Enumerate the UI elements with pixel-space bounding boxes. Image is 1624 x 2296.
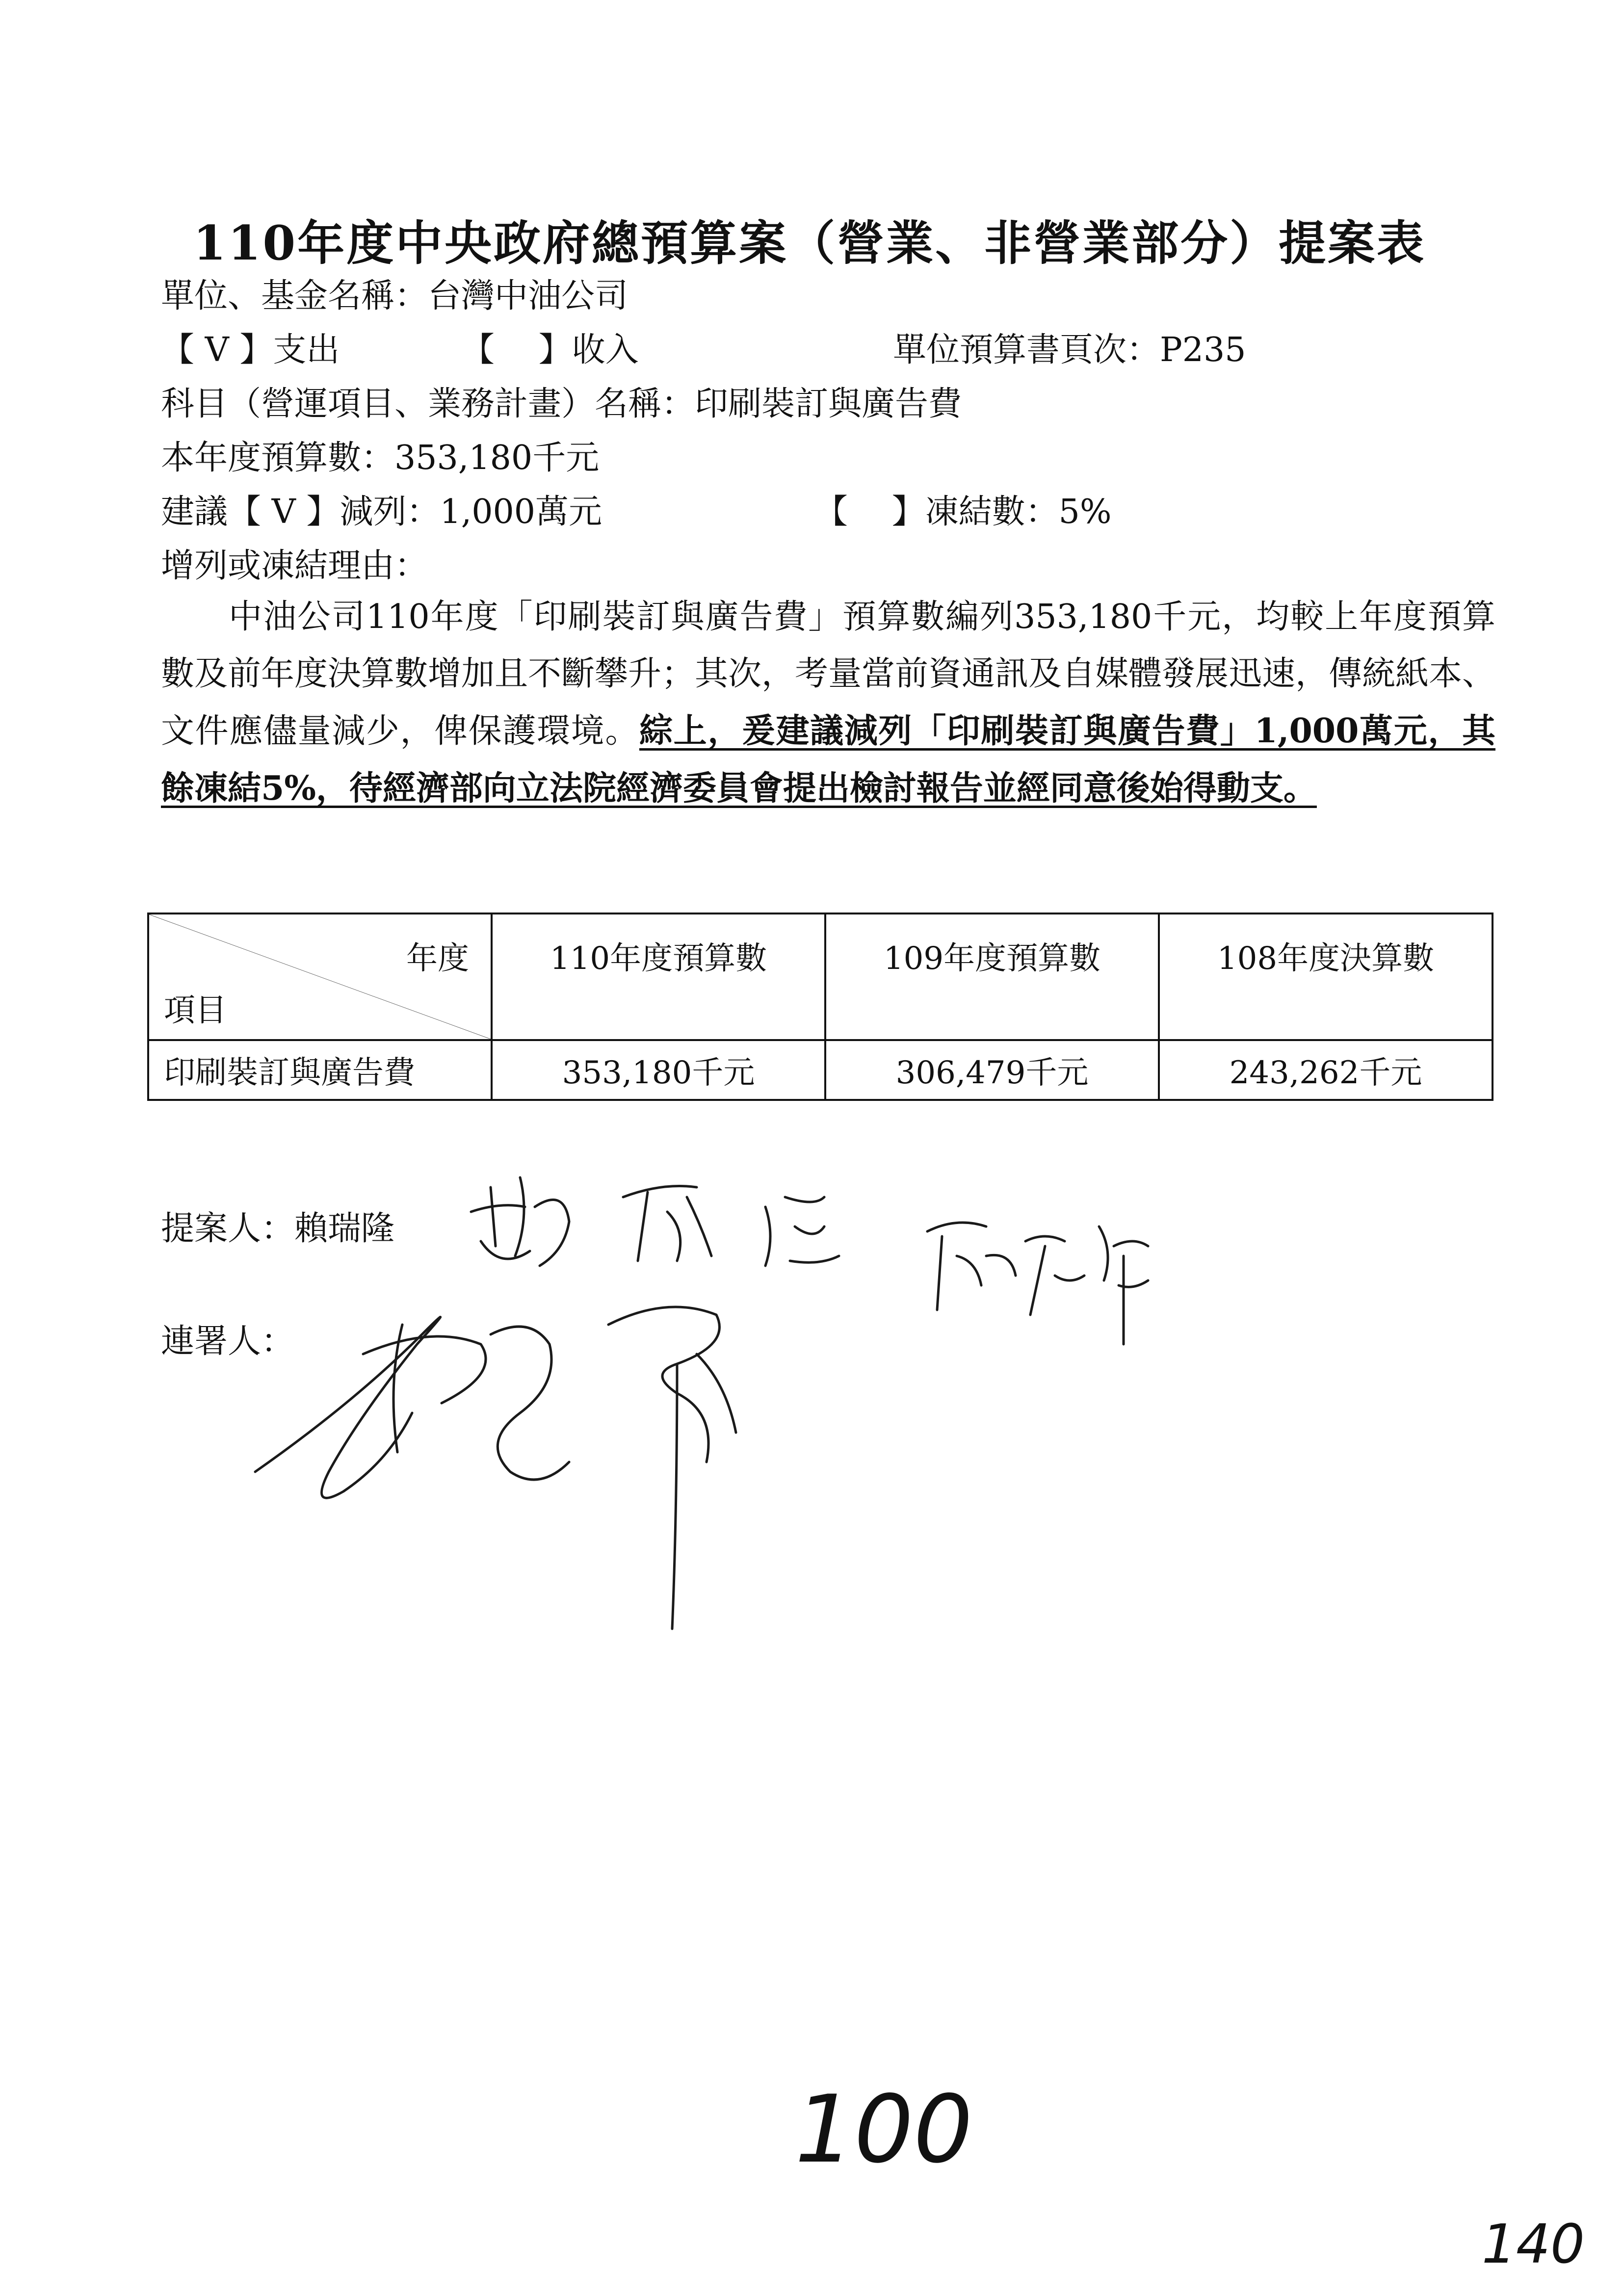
corner-item-label: 項目 (164, 992, 227, 1029)
reason-conclusion: 綜上，爰建議減列「印刷裝訂與廣告費」1,000萬元，其餘凍結5%，待經濟部向立法院經濟委員會提出檢討報告並經同意後始得動支。 (161, 711, 1495, 808)
value-108-final: 243,262千元 (1159, 1040, 1493, 1100)
proposer-signature (471, 1177, 839, 1266)
unit-fund-name: 單位、基金名稱：台灣中油公司 (161, 277, 629, 315)
budget-page-reference: 單位預算書頁次：P235 (893, 331, 1246, 369)
proposer-label: 提案人：賴瑞隆 (161, 1209, 395, 1248)
suggest-freeze: 【 】凍結數：5% (814, 493, 1112, 531)
suggest-cut: 建議【 V 】減列：1,000萬元 (161, 493, 602, 531)
value-109-budget: 306,479千元 (825, 1040, 1159, 1100)
reason-text: 中油公司110年度「印刷裝訂與廣告費」預算數編列353,180千元，均較上年度預算數及前年度決算數增加且不斷攀升；其次，考量當前資通訊及自媒體發展迅速，傳統紙本、文件應儘量減少，俾保護環境。 (161, 598, 1496, 751)
reason-label: 增列或凍結理由： (161, 547, 428, 585)
header-109-budget: 109年度預算數 (825, 913, 1159, 1040)
handwritten-corner-number: 140 (1482, 2213, 1585, 2275)
cosigner-signature-large (255, 1307, 736, 1629)
row-item-label: 印刷裝訂與廣告費 (148, 1040, 492, 1100)
document-title: 110年度中央政府總預算案（營業、非營業部分）提案表 (193, 215, 1426, 271)
header-110-budget: 110年度預算數 (492, 913, 825, 1040)
cosigner-signature-right (927, 1223, 1148, 1344)
corner-year-label: 年度 (406, 940, 469, 977)
expense-checkbox: 【 V 】支出 (161, 331, 340, 369)
subject-name: 科目（營運項目、業務計畫）名稱：印刷裝訂與廣告費 (161, 385, 962, 423)
value-110-budget: 353,180千元 (492, 1040, 825, 1100)
income-checkbox: 【 】收入 (461, 331, 639, 369)
current-year-budget: 本年度預算數：353,180千元 (161, 439, 600, 477)
cosigner-label: 連署人： (161, 1322, 295, 1361)
header-108-final: 108年度決算數 (1159, 913, 1493, 1040)
handwritten-page-number: 100 (795, 2075, 973, 2184)
